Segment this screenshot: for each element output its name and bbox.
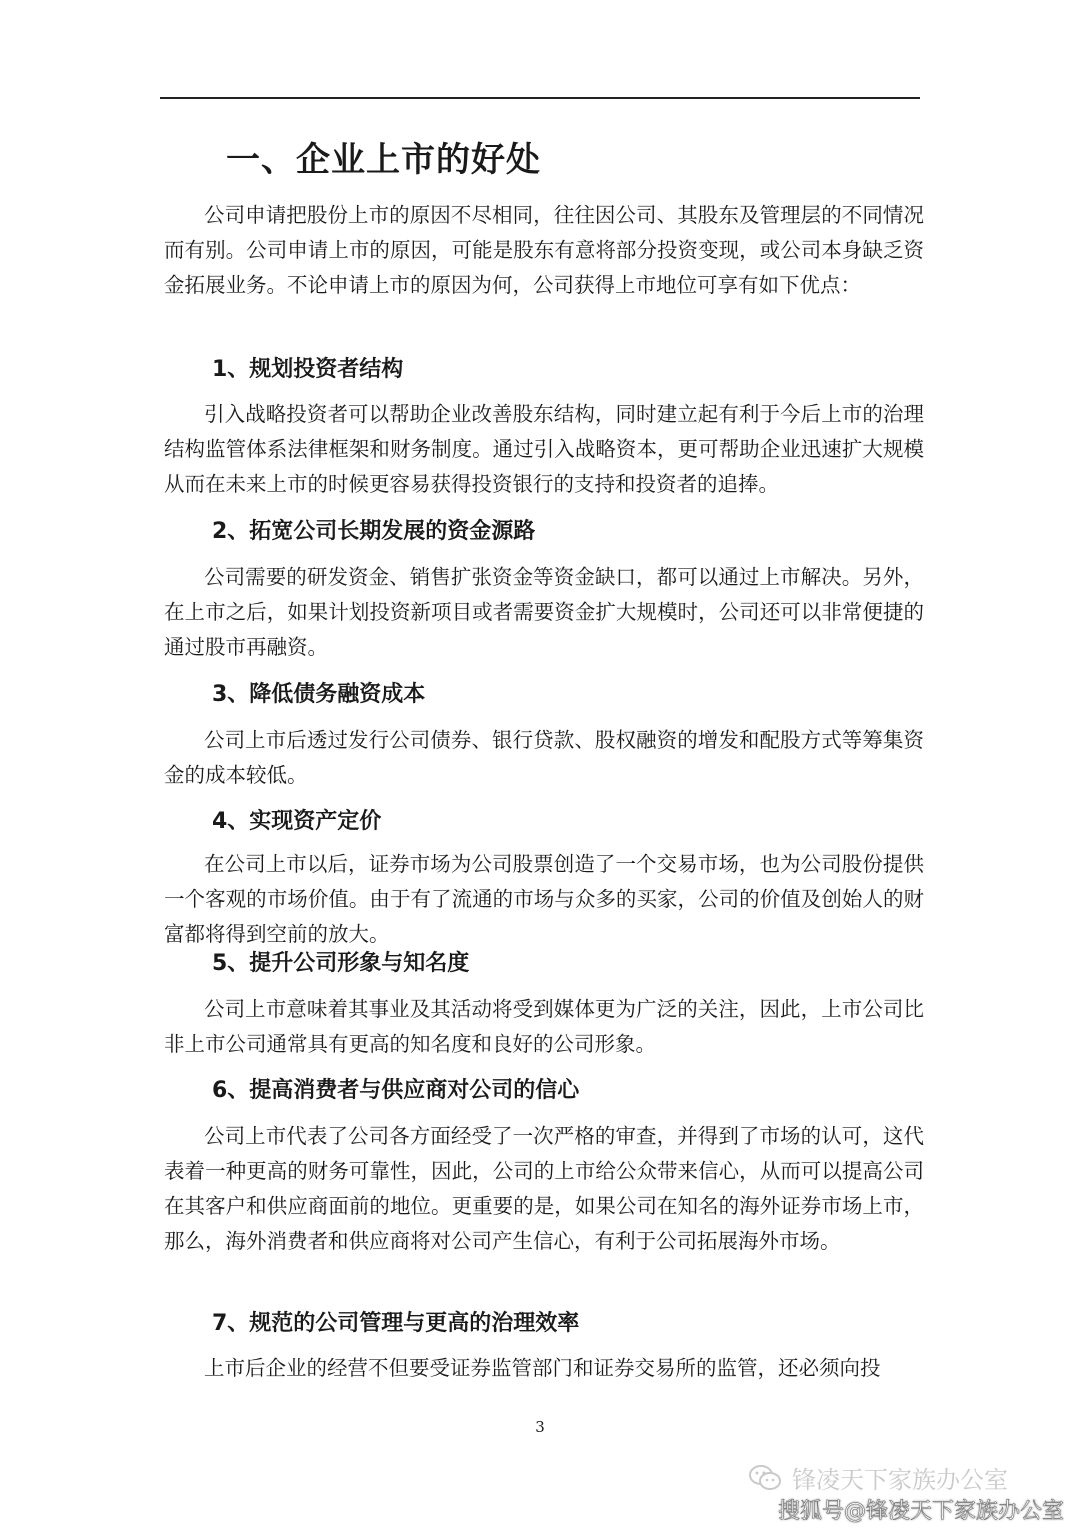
section-text-4: 在公司上市以后，证券市场为公司股票创造了一个交易市场，也为公司股份提供一个客观的市场价值。由于有了流通的市场与众多的买家，公司的价值及创始人的财富都将得到空前的放大。 [164,852,924,946]
section-text-6: 公司上市代表了公司各方面经受了一次严格的审查，并得到了市场的认可，这代表着一种更高的财务可靠性，因此，公司的上市给公众带来信心，从而可以提高公司在其客户和供应商面前的地位。更重要的是，如果公司在知名的海外证券市场上市，那么，海外消费者和供应商将对公司产生信心，有利于公司拓展海外市场。 [164,1124,924,1253]
section-heading-6: 6、提高消费者与供应商对公司的信心 [212,1078,580,1103]
header-rule [160,97,920,99]
section-text-1: 引入战略投资者可以帮助企业改善股东结构，同时建立起有利于今后上市的治理结构监管体系法律框架和财务制度。通过引入战略资本，更可帮助企业迅速扩大规模从而在未来上市的时候更容易获得投资银行的支持和投资者的追捧。 [164,402,924,496]
watermark-source: 搜狐号@锋凌天下家族办公室 [778,1499,1065,1524]
section-text-3: 公司上市后透过发行公司债券、银行贷款、股权融资的增发和配股方式等筹集资金的成本较低。 [164,728,924,787]
watermark-account-name: 锋凌天下家族办公室 [792,1466,1008,1494]
wechat-icon [748,1464,782,1492]
watermark-account [748,1460,1008,1495]
section-heading-7: 7、规范的公司管理与更高的治理效率 [212,1311,580,1336]
section-text-5: 公司上市意味着其事业及其活动将受到媒体更为广泛的关注，因此，上市公司比非上市公司通常具有更高的知名度和良好的公司形象。 [164,997,924,1056]
section-heading-1: 1、规划投资者结构 [212,357,404,382]
section-heading-4: 4、实现资产定价 [212,809,382,834]
section-text-2: 公司需要的研发资金、销售扩张资金等资金缺口，都可以通过上市解决。另外，在上市之后，如果计划投资新项目或者需要资金扩大规模时，公司还可以非常便捷的通过股市再融资。 [164,565,924,659]
section-heading-2: 2、拓宽公司长期发展的资金源路 [212,519,536,544]
section-heading-3: 3、降低债务融资成本 [212,682,426,707]
section-text-7: 上市后企业的经营不但要受证券监管部门和证券交易所的监管，还必须向投 [204,1356,881,1380]
section-heading-5: 5、提升公司形象与知名度 [212,951,470,976]
page-title: 一、企业上市的好处 [226,140,541,180]
intro-paragraph: 公司申请把股份上市的原因不尽相同，往往因公司、其股东及管理层的不同情况而有别。公司申请上市的原因，可能是股东有意将部分投资变现，或公司本身缺乏资金拓展业务。不论申请上市的原因为何，公司获得上市地位可享有如下优点： [164,203,924,297]
page-number: 3 [535,1418,545,1436]
